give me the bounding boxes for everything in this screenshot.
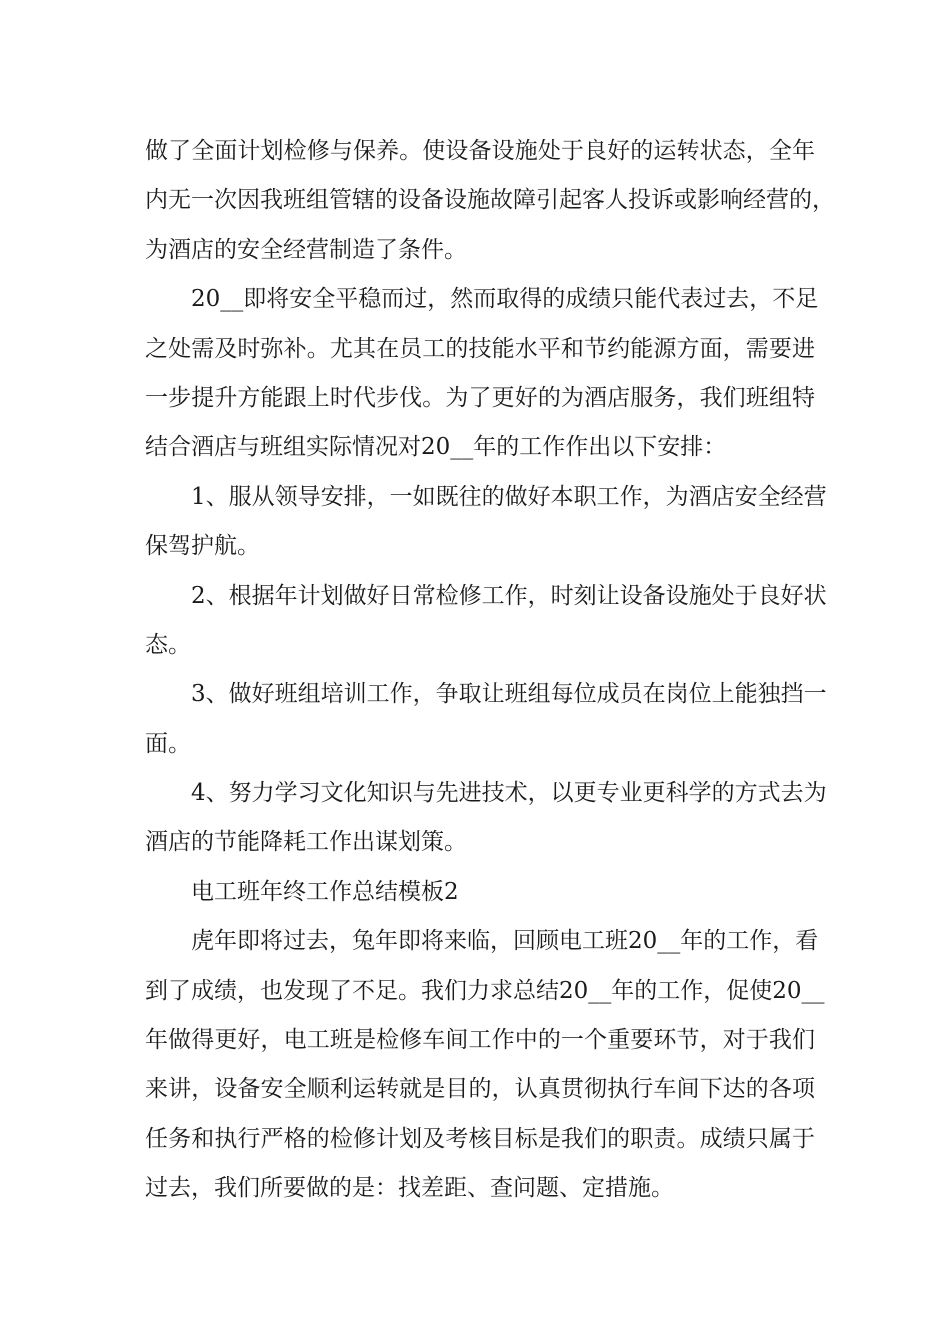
text-line-9: 保驾护航。 [145, 533, 260, 560]
text-line-11: 态。 [145, 631, 191, 658]
text-line-2: 内无一次因我班组管辖的设备设施故障引起客人投诉或影响经营的， [145, 187, 835, 214]
text-line-8: 1、服从领导安排，一如既往的做好本职工作，为酒店安全经营 [191, 483, 827, 510]
text-line-10: 2、根据年计划做好日常检修工作，时刻让设备设施处于良好状 [191, 582, 827, 609]
section-heading: 电工班年终工作总结模板2 [191, 878, 459, 905]
text-line-3: 为酒店的安全经营制造了条件。 [145, 236, 467, 263]
text-line-6: 一步提升方能跟上时代步伐。为了更好的为酒店服务，我们班组特 [145, 384, 815, 411]
text-line-13: 面。 [145, 730, 191, 757]
text-line-7: 结合酒店与班组实际情况对20__年的工作作出以下安排： [145, 434, 727, 461]
text-line-14: 4、努力学习文化知识与先进技术，以更专业更科学的方式去为 [191, 780, 827, 807]
text-line-5: 之处需及时弥补。尤其在员工的技能水平和节约能源方面，需要进 [145, 335, 815, 362]
text-line-4: 20__即将安全平稳而过，然而取得的成绩只能代表过去，不足 [191, 286, 819, 313]
text-line-21: 任务和执行严格的检修计划及考核目标是我们的职责。成绩只属于 [145, 1125, 815, 1152]
text-line-19: 年做得更好，电工班是检修车间工作中的一个重要环节，对于我们 [145, 1027, 815, 1054]
text-line-18: 到了成绩，也发现了不足。我们力求总结20__年的工作，促使20__ [145, 977, 825, 1004]
text-line-1: 做了全面计划检修与保养。使设备设施处于良好的运转状态，全年 [145, 138, 815, 164]
text-line-15: 酒店的节能降耗工作出谋划策。 [145, 829, 467, 856]
document-body [145, 127, 835, 1214]
text-line-17: 虎年即将过去，兔年即将来临，回顾电工班20__年的工作，看 [191, 928, 819, 955]
text-line-22: 过去，我们所要做的是：找差距、查问题、定措施。 [145, 1175, 674, 1202]
text-line-12: 3、做好班组培训工作，争取让班组每位成员在岗位上能独挡一 [191, 681, 827, 708]
text-line-20: 来讲，设备安全顺利运转就是目的，认真贯彻执行车间下达的各项 [145, 1076, 815, 1103]
